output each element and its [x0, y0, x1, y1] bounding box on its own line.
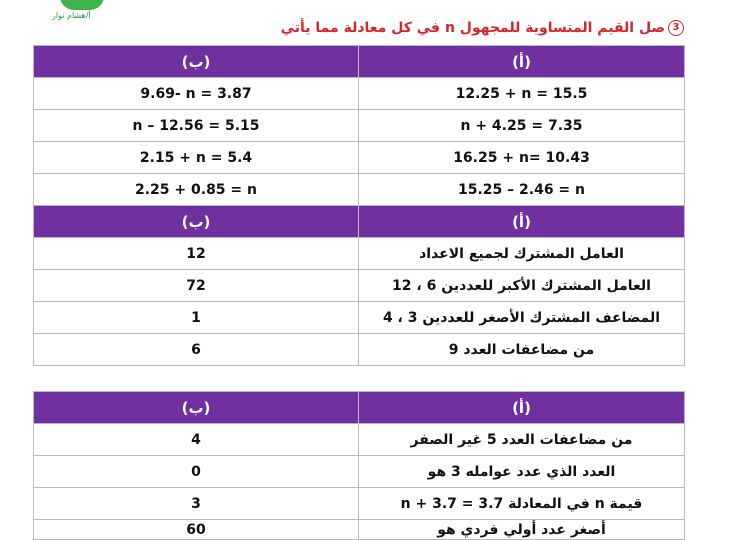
cell-a: 15.25 – 2.46 = n	[359, 174, 685, 206]
column-b-header: (ب)	[34, 392, 359, 424]
author-tag: أ/هشام نوار	[52, 11, 91, 20]
cell-a: المضاعف المشترك الأصغر للعددين 3 ، 4	[359, 302, 685, 334]
cell-b: 4	[34, 424, 359, 456]
column-b-header: (ب)	[34, 206, 359, 238]
cell-b: 6	[34, 334, 359, 366]
cell-b: 2.25 + 0.85 = n	[34, 174, 359, 206]
author-logo	[42, 0, 114, 24]
table-row	[34, 78, 685, 110]
table-row	[34, 110, 685, 142]
exercise-heading	[281, 16, 684, 40]
exercise-title: صل القيم المتساوية للمجهول n في كل معادلة مما يأتي	[280, 20, 665, 36]
table-header-row	[34, 46, 685, 78]
cell-a: قيمة n في المعادلة 3.7 = n + 3.7	[359, 488, 685, 520]
cell-b: 1	[34, 302, 359, 334]
cell-b: 2.15 + n = 5.4	[34, 142, 359, 174]
cell-a: 16.25 + n= 10.43	[359, 142, 685, 174]
cell-a: أصغر عدد أولي فردي هو	[359, 520, 685, 540]
cell-b: 72	[34, 270, 359, 302]
cell-b: 0	[34, 456, 359, 488]
cell-b: 60	[34, 520, 359, 540]
table-row	[34, 424, 685, 456]
table-row	[34, 334, 685, 366]
cell-b: n – 12.56 = 5.15	[34, 110, 359, 142]
cell-a: العامل المشترك الأكبر للعددين 6 ، 12	[359, 270, 685, 302]
cell-b: 12	[34, 238, 359, 270]
column-a-header: (أ)	[359, 392, 685, 424]
table-header-row	[34, 206, 685, 238]
table-row	[34, 238, 685, 270]
table-row	[34, 302, 685, 334]
column-a-header: (أ)	[359, 46, 685, 78]
cell-a: العدد الذي عدد عوامله 3 هو	[359, 456, 685, 488]
cell-a: من مضاعفات العدد 5 غير الصفر	[359, 424, 685, 456]
table-row	[34, 456, 685, 488]
table-header-row	[34, 392, 685, 424]
table-row	[34, 174, 685, 206]
cell-b: 9.69- n = 3.87	[34, 78, 359, 110]
cell-a: العامل المشترك لجميع الاعداد	[359, 238, 685, 270]
table-row	[34, 520, 685, 540]
matching-table-1	[33, 45, 685, 366]
leaf-logo-icon	[60, 0, 104, 10]
column-a-header: (أ)	[359, 206, 685, 238]
table-row	[34, 488, 685, 520]
cell-b: 3	[34, 488, 359, 520]
cell-a: من مضاعفات العدد 9	[359, 334, 685, 366]
cell-a: 12.25 + n = 15.5	[359, 78, 685, 110]
table-row	[34, 270, 685, 302]
cell-a: n + 4.25 = 7.35	[359, 110, 685, 142]
exercise-number: 3	[668, 20, 684, 36]
column-b-header: (ب)	[34, 46, 359, 78]
matching-table-2	[33, 391, 685, 540]
table-row	[34, 142, 685, 174]
